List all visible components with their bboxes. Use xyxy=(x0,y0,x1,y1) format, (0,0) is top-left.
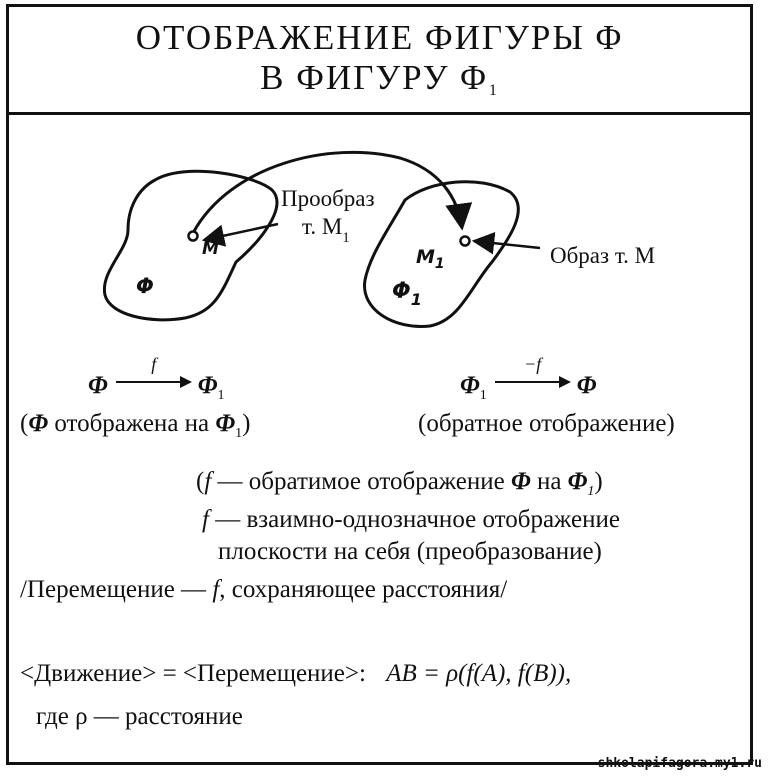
invertible-text: — обратимое отображение xyxy=(211,468,511,495)
motion-left: <Движение> = <Перемещение>: xyxy=(20,660,373,687)
point-m1-label xyxy=(416,246,445,272)
watermark: shkolapifagora.my1.ru xyxy=(597,756,762,771)
figure-phi1-label xyxy=(392,279,422,309)
invertible-phi1: Φ xyxy=(567,468,588,495)
distance-note: где ρ — расстояние xyxy=(36,703,243,730)
invertible-f: f xyxy=(204,468,212,495)
forward-to-subscript: 1 xyxy=(217,388,225,403)
title-line-2-main: В ФИГУРУ Φ xyxy=(260,58,488,97)
bijection-f: f xyxy=(202,506,209,533)
forward-to: Φ xyxy=(197,372,218,399)
point-m-marker xyxy=(189,232,198,241)
forward-caption-subscript: 1 xyxy=(235,426,243,441)
motion-definition xyxy=(20,660,571,688)
forward-mapping xyxy=(88,354,225,404)
inverse-mapping xyxy=(460,354,597,404)
movement-open: /Перемещение — xyxy=(20,576,213,603)
figure-phi1-main: Φ xyxy=(392,279,411,304)
invertible-open: ( xyxy=(196,468,205,495)
image-label: Образ т. M xyxy=(550,243,656,268)
movement-f: f xyxy=(212,576,220,603)
forward-caption-text: отображена на xyxy=(48,410,216,437)
forward-caption-open: ( xyxy=(20,410,29,437)
point-m1-subscript: 1 xyxy=(434,256,445,272)
forward-caption xyxy=(20,410,250,442)
inverse-from-subscript: 1 xyxy=(479,388,487,403)
forward-caption-close: ) xyxy=(242,410,251,437)
figure-phi1-subscript: 1 xyxy=(410,290,422,309)
forward-caption-phi: Φ xyxy=(28,410,49,437)
movement-rest: , сохраняющее расстояния/ xyxy=(219,576,508,603)
forward-arrow xyxy=(116,354,192,390)
invertible-close: ) xyxy=(594,468,603,495)
title-line-1: ОТОБРАЖЕНИЕ ФИГУРЫ Φ xyxy=(135,18,624,57)
point-m1-main: M xyxy=(416,246,435,268)
inverse-from: Φ xyxy=(460,372,480,399)
preimage-label-line-2 xyxy=(302,214,350,246)
movement-definition xyxy=(20,576,507,604)
inverse-arrow-label: −f xyxy=(524,354,542,374)
forward-arrow-label: f xyxy=(151,354,157,374)
invertible-phi: Φ xyxy=(510,468,531,495)
motion-formula: AB = ρ(f(A), f(B)), xyxy=(386,660,572,687)
inverse-caption: (обратное отображение) xyxy=(418,410,675,437)
preimage-label-line-1: Прообраз xyxy=(281,186,375,211)
forward-caption-phi1: Φ xyxy=(215,410,236,437)
preimage-label-main: т. M xyxy=(302,214,343,239)
figure-phi-label: Φ xyxy=(136,274,154,298)
point-m1-marker xyxy=(461,237,470,246)
inverse-to: Φ xyxy=(576,372,597,399)
preimage-pointer-arrow xyxy=(204,224,278,240)
figure-phi-outline xyxy=(104,171,277,320)
figure-phi1-outline xyxy=(365,182,519,327)
forward-from: Φ xyxy=(88,372,108,399)
point-m-label: M xyxy=(202,239,219,259)
title-line-2-subscript: 1 xyxy=(488,82,499,99)
invertible-on: на xyxy=(530,468,568,495)
preimage-label-subscript: 1 xyxy=(342,230,350,246)
bijection-line-1 xyxy=(202,506,620,534)
bijection-line-2: плоскости на себя (преобразование) xyxy=(218,538,602,565)
bijection-text: — взаимно-однозначное отображение xyxy=(208,506,620,533)
inverse-arrow xyxy=(495,354,571,390)
invertible-statement xyxy=(196,468,603,500)
invertible-subscript: 1 xyxy=(587,484,595,499)
